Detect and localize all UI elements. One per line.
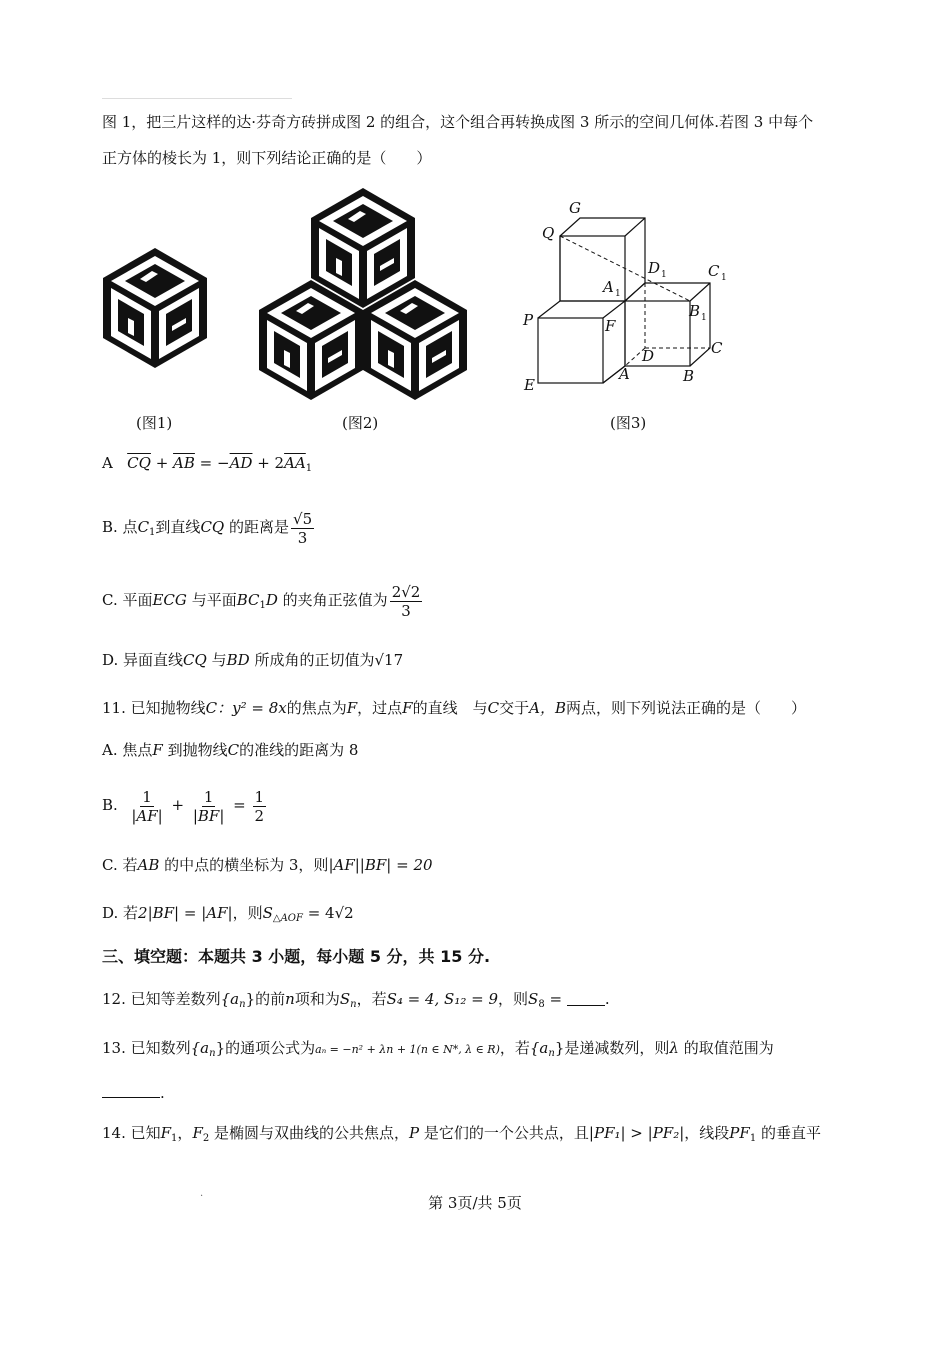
label-B1: B [689,302,701,320]
q10-option-a: A $\overline{CQ} + \overline{AB} = -\overline{AD} + 2\overline{AA}_1$ [102,454,313,474]
q10-option-d: D. 异面直线CQ 与BD 所成角的正切值为√17 [102,651,404,669]
q14: 14. 已知$F_1$，$F_2$ 是椭圆与双曲线的公共焦点，P 是它们的一个公共点，且|PF₁| > |PF₂|，线段$PF_1$ 的垂直平 [102,1124,821,1144]
intro-line-1: 图 1，把三片这样的达·芬奇方砖拼成图 2 的组合，这个组合再转换成图 3 所示的空间几何体.若图 3 中每个 [102,113,814,131]
label-A1: A [603,278,614,296]
section-3-heading: 三、填空题：本题共 3 小题，每小题 5 分，共 15 分. [102,947,491,966]
label-D: D [642,347,655,365]
q10-option-c: C. 平面ECG 与平面$BC_1D$ 的夹角正弦值为 $\frac{2√2}{3}$ [102,582,421,620]
label-B: B [683,367,695,385]
q13-answer-line: . [102,1083,165,1103]
page-number: 第 3页/共 5页 [428,1194,522,1212]
label-G: G [569,199,581,217]
label-D1-sub: 1 [661,270,667,280]
q11-option-d: D. 若2|BF| = |AF|，则$S_{\triangle AOF} = 4√2$ [102,904,354,924]
footer-dot: . [200,1188,204,1199]
label-Q: Q [542,224,555,242]
q12: 12. 已知等差数列$\{a_n\}$的前n项和为$S_n$，若S₄ = 4, S₁₂ = 9，则$S_8$ = . [102,990,610,1010]
label-C: C [711,339,723,357]
figure-2-caption: (图2) [342,414,379,432]
figure-1-caption: (图1) [136,414,173,432]
q10-option-b: B. 点$C_1$到直线CQ 的距离是 $\frac{√5}{3}$ [102,509,313,547]
label-A: A [619,365,630,383]
label-C1: C [708,262,720,280]
figure-3 [515,196,740,396]
label-D1: D [648,259,661,277]
figure-3-caption: (图3) [610,414,647,432]
q11-option-a: A. 焦点F 到抛物线C的准线的距离为 8 [102,741,359,759]
q13-answer-blank[interactable] [102,1083,160,1098]
q11-stem: 11. 已知抛物线C：y² = 8x的焦点为F，过点F的直线 与C交于A，B两点，则下列说法正确的是（ ） [102,699,806,717]
label-C1-sub: 1 [721,273,727,283]
figure-1 [100,246,210,370]
q12-answer-blank[interactable] [567,991,605,1006]
label-E: E [524,376,535,394]
header-rule [102,98,292,99]
q11-option-b: B. $\frac{1}{|AF|}$ + $\frac{1}{|BF|}$ = $\frac{1}{2}$ [102,787,265,825]
label-A1-sub: 1 [615,289,621,299]
q11-option-c: C. 若AB 的中点的横坐标为 3，则|AF||BF| = 20 [102,856,433,874]
label-F: F [605,317,616,335]
q13: 13. 已知数列$\{a_n\}$的通项公式为aₙ = −n² + λn + 1(n ∈ N*, λ ∈ R)，若$\{a_n\}$是递减数列，则λ 的取值范围为 [102,1039,774,1059]
figure-2 [256,186,468,402]
label-P: P [523,311,534,329]
label-B1-sub: 1 [701,313,707,323]
intro-line-2: 正方体的棱长为 1，则下列结论正确的是（ ） [102,149,432,167]
